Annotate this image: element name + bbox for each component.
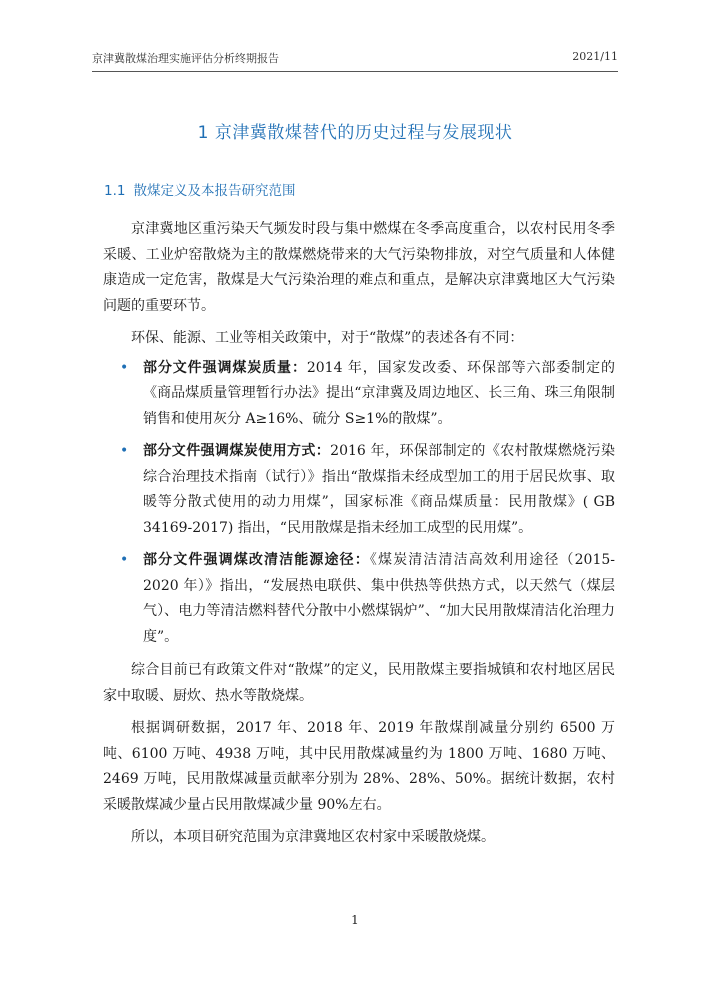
header-date: 2021/11	[572, 50, 618, 63]
paragraph: 京津冀地区重污染天气频发时段与集中燃煤在冬季高度重合，以农村民用冬季采暖、工业炉窑散烧为主的散煤燃烧带来的大气污染物排放，对空气质量和人体健康造成一定危害，散煤是大气污染治理的难点和重点，是解决京津冀地区大气污染问题的重要环节。	[103, 221, 615, 314]
paragraph: 综合目前已有政策文件对“散煤”的定义，民用散煤主要指城镇和农村地区居民家中取暖、厨炊、热水等散烧煤。	[103, 662, 615, 704]
section-title: 散煤定义及本报告研究范围	[133, 183, 296, 199]
bullet-marker: •	[120, 359, 129, 376]
bullet-text: 《煤炭清洁清洁高效利用途径（2015-2020 年）》指出，“发展热电联供、集中供热等供热方式，以天然气（煤层气）、电力等清洁燃料替代分散中小燃煤锅炉”、“加大民用散煤清洁化治理力度”。	[143, 552, 616, 645]
bullet-item	[103, 356, 615, 433]
policy-bullet-list	[103, 356, 615, 651]
paragraph: 环保、能源、工业等相关政策中，对于“散煤”的表述各有不同：	[131, 330, 524, 346]
bullet-lead: 部分文件强调煤炭质量：	[143, 359, 307, 376]
bullet-marker: •	[120, 552, 129, 568]
page-header	[92, 50, 618, 72]
bullet-item	[103, 548, 615, 650]
bullet-lead: 部分文件强调煤炭使用方式：	[143, 443, 331, 459]
bullet-item	[103, 439, 615, 541]
section-heading	[104, 179, 295, 199]
section-number: 1.1	[104, 183, 126, 199]
bullet-text: 2016 年，环保部制定的《农村散煤燃烧污染综合治理技术指南（试行）》指出“散煤指未经成型加工的用于居民炊事、取暖等分散式使用的动力用煤”，国家标准《商品煤质量：民用散煤》( GB 34169-2017) 指出，“民用散煤是指未经加工成型的民用煤”。	[143, 443, 616, 536]
paragraph: 所以，本项目研究范围为京津冀地区农村家中采暖散烧煤。	[131, 829, 495, 845]
bullet-marker: •	[120, 443, 129, 459]
bullet-lead: 部分文件强调煤改清洁能源途径：	[143, 552, 370, 568]
page-number: 1	[351, 913, 359, 927]
chapter-title: 1 京津冀散煤替代的历史过程与发展现状	[197, 123, 513, 143]
bullet-text: 2014 年，国家发改委、环保部等六部委制定的《商品煤质量管理暂行办法》提出“京津冀及周边地区、长三角、珠三角限制销售和使用灰分 A≥16%、硫分 S≥1%的散煤”。	[143, 359, 616, 427]
body-content	[103, 217, 615, 858]
header-title: 京津冀散煤治理实施评估分析终期报告	[92, 52, 279, 65]
paragraph: 根据调研数据，2017 年、2018 年、2019 年散煤削减量分别约 6500 万吨、6100 万吨、4938 万吨，其中民用散煤减量约为 1800 万吨、1680 万吨、2469 万吨，民用散煤减量贡献率分别为 28%、28%、50%。据统计数据，农村采暖散煤减少量占民用散煤减少量 90%左右。	[103, 720, 615, 813]
